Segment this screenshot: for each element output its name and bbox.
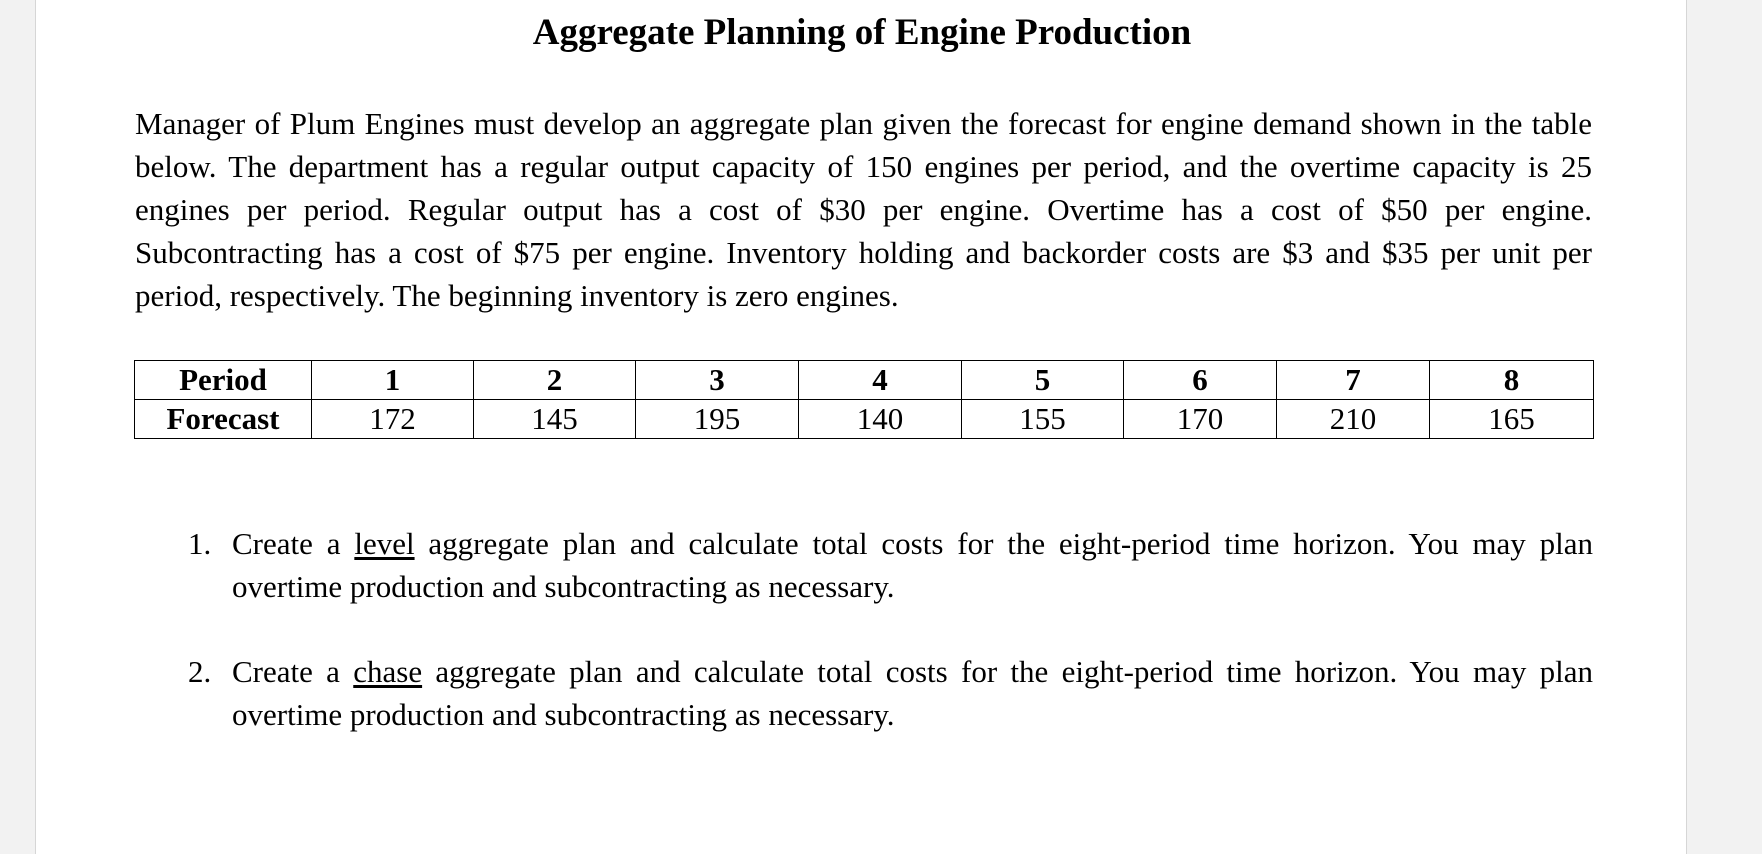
question-text-start: Create a bbox=[232, 654, 354, 689]
forecast-cell: 172 bbox=[312, 400, 474, 439]
period-row-label: Period bbox=[135, 361, 312, 400]
question-text-end: aggregate plan and calculate total costs for the eight-period time horizon. You may plan overtime production and subcontracting as necessary. bbox=[232, 654, 1594, 732]
question-number: 1. bbox=[188, 526, 212, 561]
period-cell: 1 bbox=[312, 361, 474, 400]
forecast-cell: 165 bbox=[1430, 400, 1594, 439]
forecast-row-label: Forecast bbox=[135, 400, 312, 439]
forecast-table bbox=[134, 360, 1594, 439]
page-title: Aggregate Planning of Engine Production bbox=[532, 12, 1192, 53]
question-keyword: chase bbox=[353, 654, 423, 689]
forecast-cell: 210 bbox=[1277, 400, 1430, 439]
question-item-chase bbox=[188, 650, 1594, 736]
question-keyword: level bbox=[354, 526, 415, 561]
question-text-start: Create a bbox=[232, 526, 355, 561]
forecast-cell: 145 bbox=[474, 400, 636, 439]
question-number: 2. bbox=[188, 654, 212, 689]
forecast-cell: 170 bbox=[1124, 400, 1277, 439]
problem-statement: Manager of Plum Engines must develop an aggregate plan given the forecast for engine demand shown in the table below. The department has a regular output capacity of 150 engines per period, and the overtime capacity is 25 engines per period. Regular output has a cost of $30 per engine. Overtime has a cost of $50 per engine. Subcontracting has a cost of $75 per engine. Inventory holding and backorder costs are $3 and $35 per unit per period, respectively. The beginning inventory is zero engines. bbox=[135, 106, 1592, 313]
period-cell: 7 bbox=[1277, 361, 1430, 400]
document-page bbox=[35, 0, 1687, 854]
question-item-level bbox=[188, 522, 1594, 608]
forecast-cell: 155 bbox=[962, 400, 1124, 439]
table-row-period bbox=[135, 361, 1594, 400]
period-cell: 2 bbox=[474, 361, 636, 400]
forecast-cell: 195 bbox=[636, 400, 799, 439]
period-cell: 5 bbox=[962, 361, 1124, 400]
forecast-cell: 140 bbox=[799, 400, 962, 439]
period-cell: 8 bbox=[1430, 361, 1594, 400]
question-text-end: aggregate plan and calculate total costs for the eight-period time horizon. You may plan overtime production and subcontracting as necessary. bbox=[232, 526, 1594, 604]
period-cell: 6 bbox=[1124, 361, 1277, 400]
period-cell: 3 bbox=[636, 361, 799, 400]
period-cell: 4 bbox=[799, 361, 962, 400]
table-row-forecast bbox=[135, 400, 1594, 439]
